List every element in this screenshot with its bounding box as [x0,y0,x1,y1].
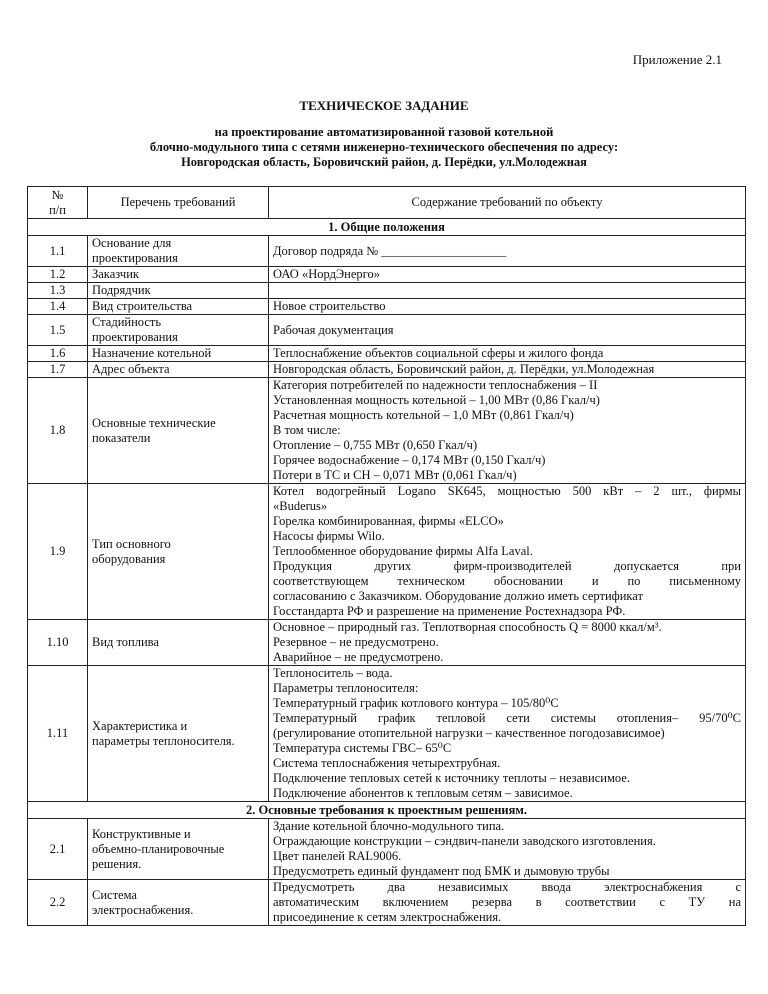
section-title: 2. Основные требования к проектным решениям. [28,802,746,819]
content-line: Установленная мощность котельной – 1,00 МВт (0,86 Гкал/ч) [273,393,600,407]
requirement-line: Стадийность [92,315,162,329]
requirement-line: объемно-планировочные [92,841,225,856]
content-line: Горячее водоснабжение – 0,174 МВт (0,150 Гкал/ч) [273,453,546,467]
content-line: Продукция других фирм-производителей допускается при [273,559,741,573]
table-row [28,267,746,283]
row-number: 1.7 [28,362,88,378]
table-row [28,819,746,880]
row-content [269,666,746,802]
content-line: Температурный график котлового контура – 105/80⁰С [273,696,559,710]
table-row [28,378,746,484]
content-line: автоматическим включением резерва в соответствии с ТУ на [273,895,741,909]
document-subtitle [0,125,768,170]
row-content [269,283,746,299]
content-line: согласованию с Заказчиком. Оборудование должно иметь сертификат [273,589,643,603]
row-content [269,236,746,267]
row-requirement [88,346,269,362]
content-line: (регулирование отопительной нагрузки – качественное погодозависимое) [273,726,665,740]
row-number: 1.10 [28,620,88,666]
appendix-label: Приложение 2.1 [632,52,722,67]
table-row [28,236,746,267]
requirement-line: Характеристика и [92,718,188,733]
requirement-line: решения. [92,856,142,871]
table-row [28,620,746,666]
row-requirement [88,666,269,802]
requirement-line: Адрес объекта [92,362,170,376]
content-line: Подключение тепловых сетей к источнику теплоты – независимое. [273,771,630,785]
table-row [28,346,746,362]
content-line: Параметры теплоносителя: [273,681,419,695]
header-requirement: Перечень требований [88,187,269,219]
section-row [28,802,746,819]
row-requirement [88,362,269,378]
row-requirement [88,819,269,880]
row-number: 2.2 [28,880,88,926]
requirement-line: Подрядчик [92,283,151,297]
requirement-line: Заказчик [92,267,139,281]
requirement-line: Основные технические [92,415,216,430]
content-line: Цвет панелей RAL9006. [273,849,402,863]
row-number: 1.8 [28,378,88,484]
requirement-line: параметры теплоносителя. [92,733,235,748]
row-requirement [88,236,269,267]
content-line: Госстандарта РФ и разрешение на применение Ростехнадзора РФ. [273,604,626,618]
content-line: Теплоноситель – вода. [273,666,393,680]
row-content [269,880,746,926]
requirement-line: Назначение котельной [92,346,212,360]
content-line: Температура системы ГВС– 65⁰С [273,741,452,755]
row-content [269,484,746,620]
requirement-line: Система [92,887,137,902]
table-body [28,219,746,926]
requirement-line: Конструктивные и [92,826,191,841]
requirements-table [27,186,746,926]
table-row [28,315,746,346]
row-number: 1.2 [28,267,88,283]
content-line: присоединение к сетям электроснабжения. [273,910,502,924]
table-header-row [28,187,746,219]
subtitle-line: блочно-модульного типа с сетями инженерно-технического обеспечения по адресу: [149,140,619,154]
subtitle-line: на проектирование автоматизированной газовой котельной [214,125,554,139]
row-content [269,362,746,378]
row-content [269,819,746,880]
row-number: 1.4 [28,299,88,315]
row-requirement [88,880,269,926]
row-number: 1.6 [28,346,88,362]
document-title: ТЕХНИЧЕСКОЕ ЗАДАНИЕ [299,98,469,113]
content-line: Подключение абонентов к тепловым сетям – зависимое. [273,786,573,800]
content-line: Резервное – не предусмотрено. [273,635,439,649]
content-line: В том числе: [273,423,341,437]
content-line: Предусмотреть единый фундамент под БМК и дымовую трубы [273,864,610,878]
content-line: Расчетная мощность котельной – 1,0 МВт (0,861 Гкал/ч) [273,408,574,422]
row-number: 1.5 [28,315,88,346]
table-row [28,666,746,802]
requirement-line: Вид топлива [92,635,159,649]
section-row [28,219,746,236]
row-number: 1.11 [28,666,88,802]
table-row [28,484,746,620]
header-num-line: № [51,187,64,202]
row-content [269,346,746,362]
content-line: соответствующем техническом обосновании и по письменному [273,574,741,588]
row-number: 1.9 [28,484,88,620]
content-line: Котел водогрейный Logano SK645, мощностью 500 кВт – 2 шт., фирмы [273,484,741,498]
row-requirement [88,283,269,299]
content-line: Основное – природный газ. Теплотворная способность Q = 8000 ккал/м³. [273,620,662,634]
row-number: 2.1 [28,819,88,880]
header-content: Содержание требований по объекту [269,187,746,219]
requirement-line: электроснабжения. [92,902,194,917]
row-content [269,267,746,283]
row-number: 1.3 [28,283,88,299]
row-number: 1.1 [28,236,88,267]
content-line: Система теплоснабжения четырехтрубная. [273,756,501,770]
content-line: Температурный график тепловой сети системы отопления– 95/70⁰С [273,711,741,725]
row-content [269,299,746,315]
row-requirement [88,315,269,346]
content-line: Теплоснабжение объектов социальной сферы и жилого фонда [273,346,604,360]
table-row [28,880,746,926]
subtitle-line: Новгородская область, Боровичский район, д. Перёдки, ул.Молодежная [181,155,587,169]
content-line: Новое строительство [273,299,386,313]
content-line: ОАО «НордЭнерго» [273,267,380,281]
row-requirement [88,620,269,666]
content-line: Горелка комбинированная, фирмы «ELCO» [273,514,504,528]
requirement-line: проектирования [92,251,178,265]
row-content [269,315,746,346]
content-line: Потери в ТС и СН – 0,071 МВт (0,061 Гкал/ч) [273,468,517,482]
content-line: «Buderus» [273,499,328,513]
row-content [269,378,746,484]
content-line: Отопление – 0,755 МВт (0,650 Гкал/ч) [273,438,478,452]
requirement-line: Тип основного [92,536,171,551]
row-content [269,620,746,666]
table-row [28,362,746,378]
requirement-line: Основание для [92,236,172,250]
content-line: Ограждающие конструкции – сэндвич-панели заводского изготовления. [273,834,656,848]
requirement-line: проектирования [92,330,178,344]
content-line: Предусмотреть два независимых ввода электроснабжения с [273,880,741,894]
content-line: Здание котельной блочно-модульного типа. [273,819,505,833]
table-row [28,283,746,299]
content-line: Аварийное – не предусмотрено. [273,650,444,664]
requirement-line: Вид строительства [92,299,193,313]
content-line: Новгородская область, Боровичский район, д. Перёдки, ул.Молодежная [273,362,655,376]
section-title: 1. Общие положения [28,219,746,236]
requirement-line: показатели [92,430,151,445]
content-line: Теплообменное оборудование фирмы Alfa Laval. [273,544,533,558]
table-row [28,299,746,315]
header-num [28,187,88,219]
row-requirement [88,299,269,315]
requirement-line: оборудования [92,551,166,566]
row-requirement [88,378,269,484]
header-num-line: п/п [49,202,66,217]
content-line: Рабочая документация [273,322,394,337]
row-requirement [88,484,269,620]
row-requirement [88,267,269,283]
content-line: Насосы фирмы Wilo. [273,529,385,543]
content-line: Категория потребителей по надежности теплоснабжения – II [273,378,598,392]
content-line [273,283,741,298]
content-line: Договор подряда № ____________________ [273,243,507,258]
